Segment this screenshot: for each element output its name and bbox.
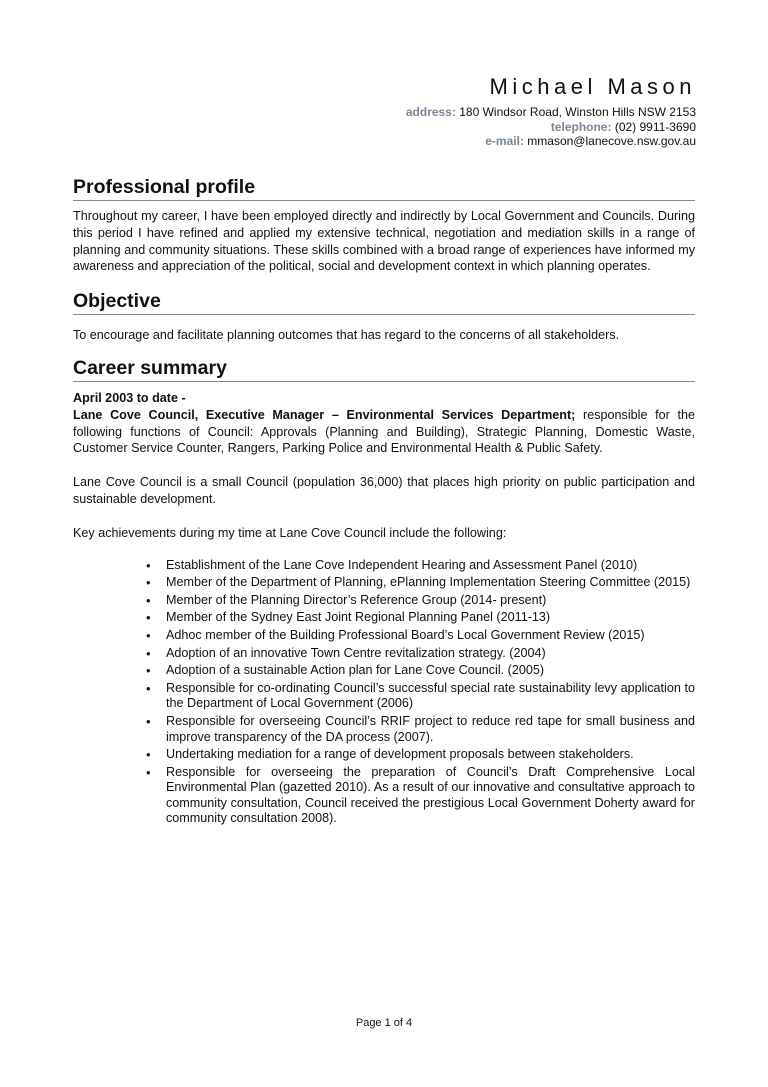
address-value: 180 Windsor Road, Winston Hills NSW 2153 <box>459 105 696 119</box>
telephone-label: telephone: <box>550 119 612 134</box>
list-item: • Undertaking mediation for a range of development proposals between stakeholders. <box>166 747 695 763</box>
email-value: mmason@lanecove.nsw.gov.au <box>527 134 696 148</box>
council-description: Lane Cove Council is a small Council (population 36,000) that places high priority on public participation and sustainable development. <box>73 475 695 506</box>
email-label: e-mail: <box>485 134 524 148</box>
objective-heading: Objective <box>73 290 695 315</box>
achievements-intro: Key achievements during my time at Lane Cove Council include the following: <box>73 525 507 540</box>
list-item: • Adoption of a sustainable Action plan for Lane Cove Council. (2005) <box>166 663 695 679</box>
applicant-name: Michael Mason <box>489 74 696 99</box>
address-line <box>406 105 696 120</box>
list-item: • Responsible for co-ordinating Council’s successful special rate sustainability levy application to the Department of Local Government (2006) <box>166 681 695 712</box>
resume-body <box>73 176 695 829</box>
list-item: • Member of the Department of Planning, ePlanning Implementation Steering Committee (2015) <box>166 575 695 591</box>
resume-header <box>406 74 696 149</box>
list-item: • Responsible for overseeing the preparation of Council’s Draft Comprehensive Local Environmental Plan (gazetted 2010). As a result of our innovative and consultative approach to community consultation, Council received the prestigious Local Government Doherty award for community consultation 2008). <box>166 765 695 827</box>
profile-heading: Professional profile <box>73 176 695 201</box>
list-item: • Establishment of the Lane Cove Independent Hearing and Assessment Panel (2010) <box>166 558 695 574</box>
telephone-line <box>406 120 696 135</box>
objective-text: To encourage and facilitate planning outcomes that has regard to the concerns of all stakeholders. <box>73 328 620 343</box>
address-label: address: <box>405 105 456 119</box>
profile-text: Throughout my career, I have been employed directly and indirectly by Local Government and Councils. During this period I have refined and applied my extensive technical, negotiation and mediation skills in a range of planning and community situations. These skills combined with a broad range of experiences have informed my awareness and appreciation of the political, social and development context in which planning operates. <box>73 209 695 274</box>
list-item: • Member of the Planning Director’s Reference Group (2014- present) <box>166 593 695 609</box>
telephone-value: (02) 9911-3690 <box>614 119 696 134</box>
career-heading: Career summary <box>73 357 695 382</box>
list-item: • Adoption of an innovative Town Centre revitalization strategy. (2004) <box>166 646 695 662</box>
career-role-description: responsible for the following functions of Council: Approvals (Planning and Building), Strategic Planning, Domestic Waste, Customer Service Counter, Rangers, Parking Police and Environmental Health & Public Safety. <box>73 407 696 456</box>
achievements-list <box>73 558 695 828</box>
email-line <box>406 134 696 149</box>
list-item: • Member of the Sydney East Joint Regional Planning Panel (2011-13) <box>166 610 695 626</box>
career-period: April 2003 to date - <box>73 390 186 405</box>
list-item: • Responsible for overseeing Council’s RRIF project to reduce red tape for small business and improve transparency of the DA process (2007). <box>166 714 695 745</box>
career-role-paragraph <box>73 407 695 457</box>
list-item: • Adhoc member of the Building Professional Board’s Local Government Review (2015) <box>166 628 695 644</box>
page-number: Page 1 of 4 <box>355 1017 413 1029</box>
career-role: Lane Cove Council, Executive Manager – Environmental Services Department; <box>73 407 576 422</box>
